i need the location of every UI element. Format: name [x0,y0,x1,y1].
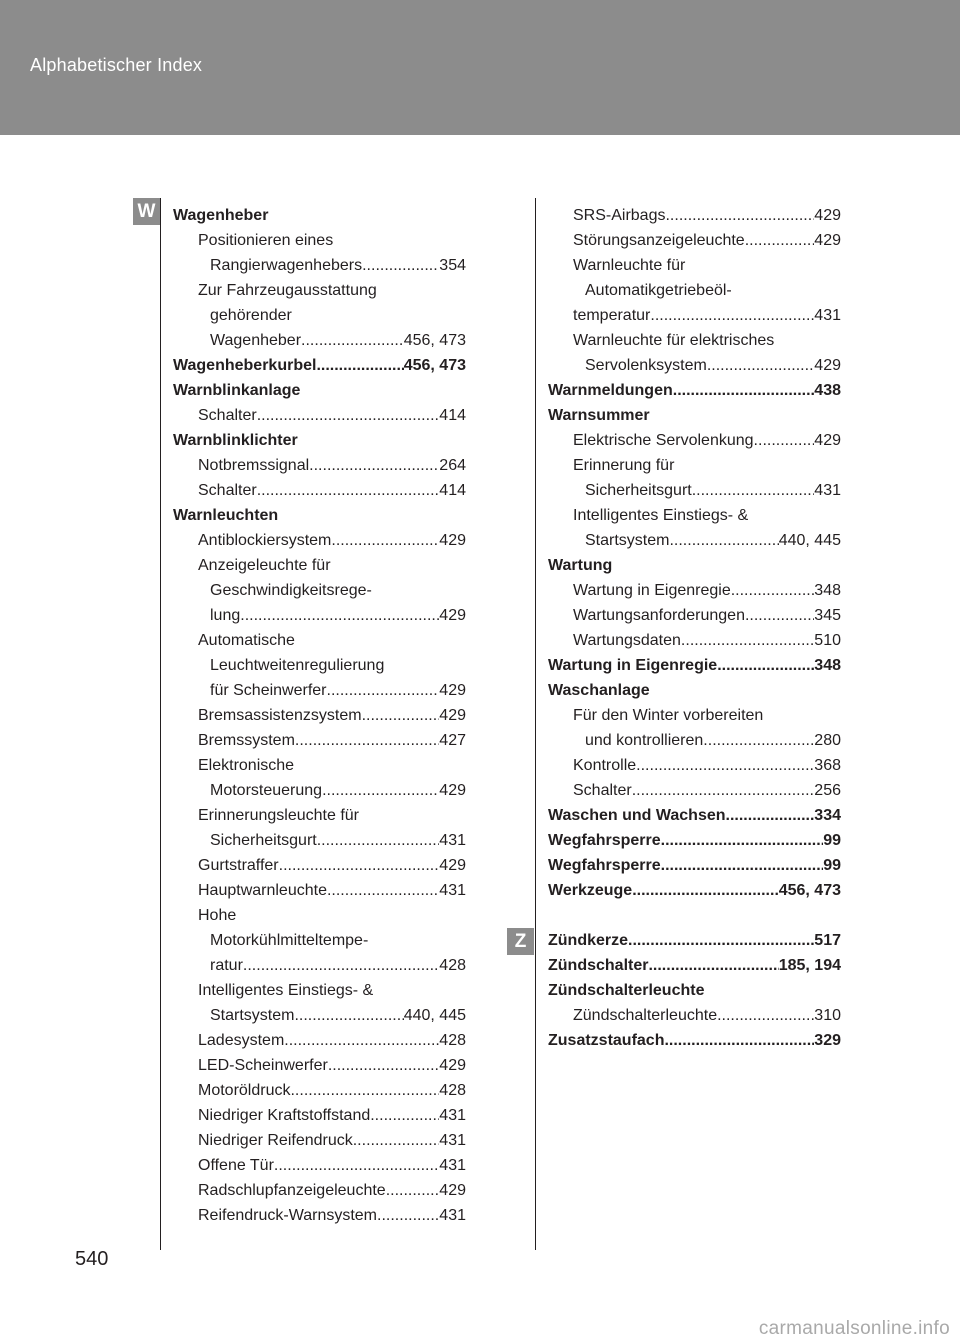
leader-dots [632,878,779,903]
entry-page-ref: 431 [439,1157,466,1174]
index-sub-entry [173,578,466,603]
entry-page-ref: 428 [439,1032,466,1049]
index-sub-entry [173,828,466,853]
index-sub-entry [173,1203,466,1228]
index-main-entry [548,653,841,678]
leader-dots [754,428,815,453]
entry-label: Warnmeldungen [548,382,673,399]
entry-page-ref: 428 [439,957,466,974]
leader-dots [316,353,403,378]
index-sub-entry [548,278,841,303]
entry-page-ref: 368 [814,757,841,774]
entry-page-ref: 456, 473 [778,882,841,899]
leader-dots [295,728,439,753]
entry-page-ref: 429 [814,207,841,224]
entry-label: Schalter [573,782,632,799]
entry-page-ref: 99 [823,857,841,874]
entry-page-ref: 429 [439,682,466,699]
entry-label: Warnleuchte für [573,257,686,274]
entry-label: Wartung [548,557,613,574]
entry-label: Für den Winter vorbereiten [573,707,764,724]
leader-dots [717,653,814,678]
index-sub-entry [548,428,841,453]
entry-label: Waschanlage [548,682,650,699]
entry-label: Geschwindigkeitsrege- [210,582,372,599]
entry-label: Startsystem [210,1007,295,1024]
leader-dots [692,478,815,503]
leader-dots [301,328,404,353]
index-sub-entry [173,403,466,428]
index-sub-entry [173,1078,466,1103]
index-sub-entry [548,603,841,628]
entry-page-ref: 431 [439,882,466,899]
index-sub-entry [548,753,841,778]
middle-divider-line [535,198,536,1250]
entry-label: Hohe [198,907,237,924]
leader-dots [726,803,815,828]
index-sub-entry [173,1053,466,1078]
section-tab-z: Z [507,928,534,955]
index-sub-entry [173,1128,466,1153]
entry-label: Wagenheber [173,207,269,224]
leader-dots [661,828,824,853]
index-sub-entry [173,628,466,653]
leader-dots [274,1153,439,1178]
index-sub-entry [548,453,841,478]
index-main-entry [548,803,841,828]
entry-label: Bremsassistenzsystem [198,707,362,724]
entry-page-ref: 429 [814,432,841,449]
entry-label: Schalter [198,482,257,499]
entry-label: Niedriger Reifendruck [198,1132,353,1149]
index-sub-entry [548,203,841,228]
index-sub-entry [173,753,466,778]
entry-label: Ladesystem [198,1032,285,1049]
index-sub-entry [173,1028,466,1053]
entry-page-ref: 429 [814,357,841,374]
leader-dots [673,378,815,403]
entry-page-ref: 431 [439,1107,466,1124]
index-sub-entry [173,328,466,353]
index-sub-entry [548,478,841,503]
entry-label: Sicherheitsgurt [585,482,692,499]
leader-dots [681,628,814,653]
entry-page-ref: 334 [814,807,841,824]
entry-label: Offene Tür [198,1157,274,1174]
header-bar [0,0,960,135]
page-header-title: Alphabetischer Index [30,55,203,75]
entry-page-ref: 264 [439,457,466,474]
leader-dots [331,528,439,553]
entry-label: Kontrolle [573,757,637,774]
entry-label: Startsystem [585,532,670,549]
index-sub-entry [173,528,466,553]
entry-page-ref: 440, 445 [778,532,841,549]
entry-page-ref: 440, 445 [403,1007,466,1024]
entry-label: Rangierwagenhebers [210,257,363,274]
entry-page-ref: 431 [439,832,466,849]
index-sub-entry [173,278,466,303]
index-sub-entry [173,303,466,328]
index-sub-entry [548,528,841,553]
index-sub-entry [548,578,841,603]
entry-label: Wartungsanforderungen [573,607,745,624]
index-sub-entry [548,303,841,328]
entry-label: Motoröldruck [198,1082,291,1099]
entry-page-ref: 429 [439,782,466,799]
leader-dots [294,1003,403,1028]
index-sub-entry [548,503,841,528]
entry-label: Automatische [198,632,295,649]
leader-dots [632,778,815,803]
entry-page-ref: 414 [439,407,466,424]
entry-label: temperatur [573,307,651,324]
entry-page-ref: 431 [439,1132,466,1149]
entry-page-ref: 438 [814,382,841,399]
leader-dots [745,603,814,628]
index-sub-entry [173,778,466,803]
index-main-entry [173,203,466,228]
entry-label: Wegfahrsperre [548,857,661,874]
section-tab-w: W [133,198,160,225]
entry-label: ratur [210,957,243,974]
entry-page-ref: 280 [814,732,841,749]
index-main-entry [548,1028,841,1053]
leader-dots [257,403,440,428]
entry-label: Hauptwarnleuchte [198,882,327,899]
entry-label: Zusatzstaufach [548,1032,665,1049]
entry-label: Erinnerung für [573,457,675,474]
entry-page-ref: 429 [439,1057,466,1074]
index-sub-entry [173,1153,466,1178]
index-main-entry [548,853,841,878]
entry-page-ref: 429 [439,707,466,724]
entry-page-ref: 185, 194 [778,957,841,974]
leader-dots [290,1078,439,1103]
entry-label: Positionieren eines [198,232,334,249]
leader-dots [386,1178,440,1203]
leader-dots [362,703,440,728]
entry-label: Erinnerungsleuchte für [198,807,359,824]
index-main-entry [548,953,841,978]
leader-dots [661,853,824,878]
entry-label: LED-Scheinwerfer [198,1057,328,1074]
entry-page-ref: 99 [823,832,841,849]
entry-page-ref: 517 [814,932,841,949]
entry-label: Störungsanzeigeleuchte [573,232,745,249]
index-sub-entry [173,253,466,278]
entry-label: Wartungsdaten [573,632,681,649]
entry-page-ref: 429 [439,532,466,549]
entry-label: Warnblinklichter [173,432,298,449]
watermark-text: carmanualsonline.info [758,1318,950,1339]
entry-label: Leuchtweitenregulierung [210,657,385,674]
entry-label: Notbremssignal [198,457,310,474]
entry-label: gehörender [210,307,292,324]
entry-label: Reifendruck-Warnsystem [198,1207,378,1224]
leader-dots [731,578,815,603]
entry-label: Warnleuchte für elektrisches [573,332,775,349]
entry-page-ref: 429 [439,607,466,624]
entry-page-ref: 329 [814,1032,841,1049]
leader-dots [243,953,439,978]
section-gap [548,903,841,928]
entry-label: Elektrische Servolenkung [573,432,754,449]
entry-page-ref: 427 [439,732,466,749]
entry-page-ref: 348 [814,657,841,674]
index-sub-entry [548,703,841,728]
entry-page-ref: 456, 473 [403,357,466,374]
entry-label: Zündschalterleuchte [573,1007,718,1024]
entry-page-ref: 431 [814,482,841,499]
index-sub-entry [548,728,841,753]
leader-dots [664,1028,814,1053]
index-sub-entry [173,878,466,903]
entry-page-ref: 431 [439,1207,466,1224]
leader-dots [327,878,439,903]
entry-label: Niedriger Kraftstoffstand [198,1107,371,1124]
leader-dots [665,203,814,228]
entry-label: Gurtstraffer [198,857,279,874]
index-sub-entry [173,1003,466,1028]
entry-page-ref: 431 [814,307,841,324]
entry-page-ref: 256 [814,782,841,799]
entry-label: Radschlupfanzeigeleuchte [198,1182,386,1199]
index-sub-entry [173,903,466,928]
entry-label: Intelligentes Einstiegs- & [198,982,374,999]
leader-dots [628,928,814,953]
leader-dots [370,1103,439,1128]
index-sub-entry [173,728,466,753]
entry-page-ref: 429 [439,1182,466,1199]
entry-label: Waschen und Wachsen [548,807,726,824]
leader-dots [377,1203,439,1228]
entry-page-ref: 354 [439,257,466,274]
entry-label: Bremssystem [198,732,295,749]
entry-label: Zur Fahrzeugausstattung [198,282,377,299]
entry-label: Automatikgetriebeöl- [585,282,732,299]
entry-page-ref: 348 [814,582,841,599]
entry-label: Warnleuchten [173,507,279,524]
entry-label: für Scheinwerfer [210,682,327,699]
leader-dots [703,728,814,753]
index-sub-entry [173,478,466,503]
entry-page-ref: 345 [814,607,841,624]
index-sub-entry [173,603,466,628]
index-main-entry [548,403,841,428]
entry-label: Zündkerze [548,932,629,949]
leader-dots [650,303,814,328]
entry-label: SRS-Airbags [573,207,666,224]
leader-dots [309,453,439,478]
leader-dots [328,1053,439,1078]
entry-label: Zündschalter [548,957,649,974]
index-main-entry [173,353,466,378]
entry-label: Werkzeuge [548,882,633,899]
index-sub-entry [548,253,841,278]
leader-dots [669,528,778,553]
index-sub-entry [173,853,466,878]
entry-label: Warnblinkanlage [173,382,301,399]
leader-dots [717,1003,814,1028]
entry-page-ref: 429 [814,232,841,249]
index-sub-entry [173,1103,466,1128]
entry-page-ref: 428 [439,1082,466,1099]
entry-label: Sicherheitsgurt [210,832,317,849]
index-sub-entry [548,1003,841,1028]
index-sub-entry [548,228,841,253]
entry-label: Motorsteuerung [210,782,323,799]
index-sub-entry [173,553,466,578]
index-column-left [173,203,466,1228]
entry-label: Intelligentes Einstiegs- & [573,507,749,524]
index-main-entry [548,878,841,903]
index-main-entry [548,928,841,953]
index-main-entry [548,978,841,1003]
leader-dots [745,228,815,253]
index-sub-entry [548,328,841,353]
index-main-entry [173,378,466,403]
page-number: 540 [75,1248,109,1270]
index-sub-entry [173,978,466,1003]
index-sub-entry [173,703,466,728]
entry-label: Wagenheberkurbel [173,357,317,374]
entry-page-ref: 429 [439,857,466,874]
index-sub-entry [548,628,841,653]
leader-dots [284,1028,439,1053]
index-sub-entry [548,353,841,378]
index-sub-entry [548,778,841,803]
entry-label: Antiblockiersystem [198,532,332,549]
index-sub-entry [173,678,466,703]
entry-label: Motorkühlmitteltempe- [210,932,369,949]
leader-dots [322,778,439,803]
index-main-entry [173,428,466,453]
index-main-entry [173,503,466,528]
index-main-entry [548,378,841,403]
leader-dots [648,953,778,978]
entry-label: Elektronische [198,757,295,774]
entry-label: und kontrollieren [585,732,704,749]
entry-page-ref: 310 [814,1007,841,1024]
entry-label: Warnsummer [548,407,650,424]
index-sub-entry [173,928,466,953]
entry-label: Anzeigeleuchte für [198,557,331,574]
index-main-entry [548,553,841,578]
entry-label: Zündschalterleuchte [548,982,705,999]
entry-label: Wartung in Eigenregie [548,657,718,674]
leader-dots [636,753,814,778]
entry-label: Wartung in Eigenregie [573,582,731,599]
index-column-right [548,203,841,1053]
entry-page-ref: 510 [814,632,841,649]
entry-page-ref: 456, 473 [403,332,466,349]
index-sub-entry [173,1178,466,1203]
entry-label: Wagenheber [210,332,302,349]
index-main-entry [548,828,841,853]
leader-dots [279,853,440,878]
index-sub-entry [173,803,466,828]
index-main-entry [548,678,841,703]
index-sub-entry [173,953,466,978]
leader-dots [317,828,440,853]
leader-dots [240,603,439,628]
leader-dots [707,353,814,378]
leader-dots [327,678,440,703]
entry-label: lung [210,607,241,624]
left-divider-line [160,198,161,1250]
leader-dots [362,253,439,278]
index-sub-entry [173,453,466,478]
entry-label: Servolenksystem [585,357,707,374]
entry-label: Schalter [198,407,257,424]
entry-page-ref: 414 [439,482,466,499]
index-sub-entry [173,228,466,253]
index-sub-entry [173,653,466,678]
entry-label: Wegfahrsperre [548,832,661,849]
leader-dots [257,478,440,503]
leader-dots [353,1128,440,1153]
